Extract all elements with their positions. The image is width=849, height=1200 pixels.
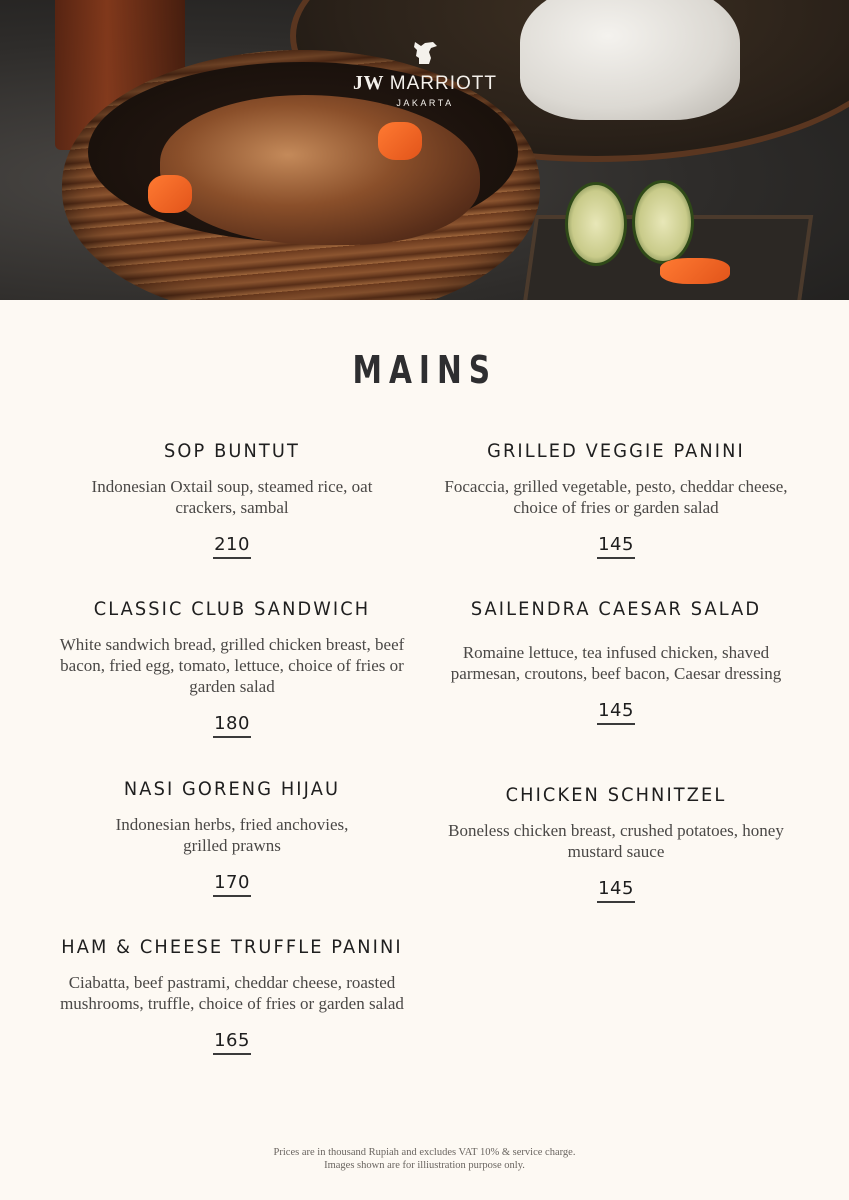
item-price: 145: [597, 534, 635, 559]
brand-location: JAKARTA: [396, 98, 454, 108]
footer-price-note: Prices are in thousand Rupiah and excludes VAT 10% & service charge.: [273, 1147, 576, 1158]
page-title: MAINS: [352, 348, 498, 392]
item-description: Indonesian herbs, fried anchovies, grilled prawns: [115, 815, 349, 855]
hero-food-photo: [0, 0, 849, 300]
item-name: HAM & CHEESE TRUFFLE PANINI: [61, 937, 403, 958]
brand-marriott: MARRIOTT: [389, 73, 497, 94]
item-description: Ciabatta, beef pastrami, cheddar cheese, roasted mushrooms, truffle, choice of fries or garden salad: [60, 973, 404, 1013]
carrot: [148, 175, 192, 213]
lime-slice: [565, 182, 627, 266]
pickled-carrot: [660, 258, 730, 284]
item-description: Indonesian Oxtail soup, steamed rice, oat crackers, sambal: [91, 477, 373, 517]
item-price: 145: [597, 700, 635, 725]
menu-item-ham-cheese-truffle-panini: [42, 936, 422, 1055]
jw-marriott-logo: [340, 40, 510, 108]
item-price: 180: [213, 713, 251, 738]
item-description: Focaccia, grilled vegetable, pesto, cheddar cheese, choice of fries or garden salad: [444, 477, 788, 517]
item-description: Boneless chicken breast, crushed potatoes, honey mustard sauce: [448, 821, 784, 861]
steamed-rice: [520, 0, 740, 120]
item-name: CHICKEN SCHNITZEL: [505, 785, 727, 806]
lime-slice: [632, 180, 694, 264]
brand-name: [340, 72, 510, 95]
menu-item-nasi-goreng-hijau: [42, 778, 422, 897]
item-name: CLASSIC CLUB SANDWICH: [93, 599, 371, 620]
footer-disclaimer: [0, 1146, 849, 1172]
griffin-icon: [411, 40, 439, 66]
item-price: 170: [213, 872, 251, 897]
menu-item-grilled-veggie-panini: [426, 440, 806, 559]
item-price: 210: [213, 534, 251, 559]
item-name: NASI GORENG HIJAU: [123, 779, 341, 800]
item-name: SOP BUNTUT: [164, 441, 300, 462]
footer-image-note: Images shown are for illiustration purpose only.: [324, 1160, 525, 1171]
menu-item-sop-buntut: [42, 440, 422, 559]
item-description: White sandwich bread, grilled chicken breast, beef bacon, fried egg, tomato, lettuce, choice of fries or garden salad: [59, 635, 405, 696]
menu-item-chicken-schnitzel: [426, 784, 806, 903]
carrot: [378, 122, 422, 160]
item-name: GRILLED VEGGIE PANINI: [487, 441, 745, 462]
item-price: 165: [213, 1030, 251, 1055]
item-description: Romaine lettuce, tea infused chicken, shaved parmesan, croutons, beef bacon, Caesar dressing: [450, 643, 782, 683]
item-price: 145: [597, 878, 635, 903]
brand-prefix: JW: [353, 72, 384, 94]
menu-item-classic-club-sandwich: [42, 598, 422, 738]
menu-item-sailendra-caesar-salad: [426, 598, 806, 725]
item-name: SAILENDRA CAESAR SALAD: [470, 599, 762, 620]
